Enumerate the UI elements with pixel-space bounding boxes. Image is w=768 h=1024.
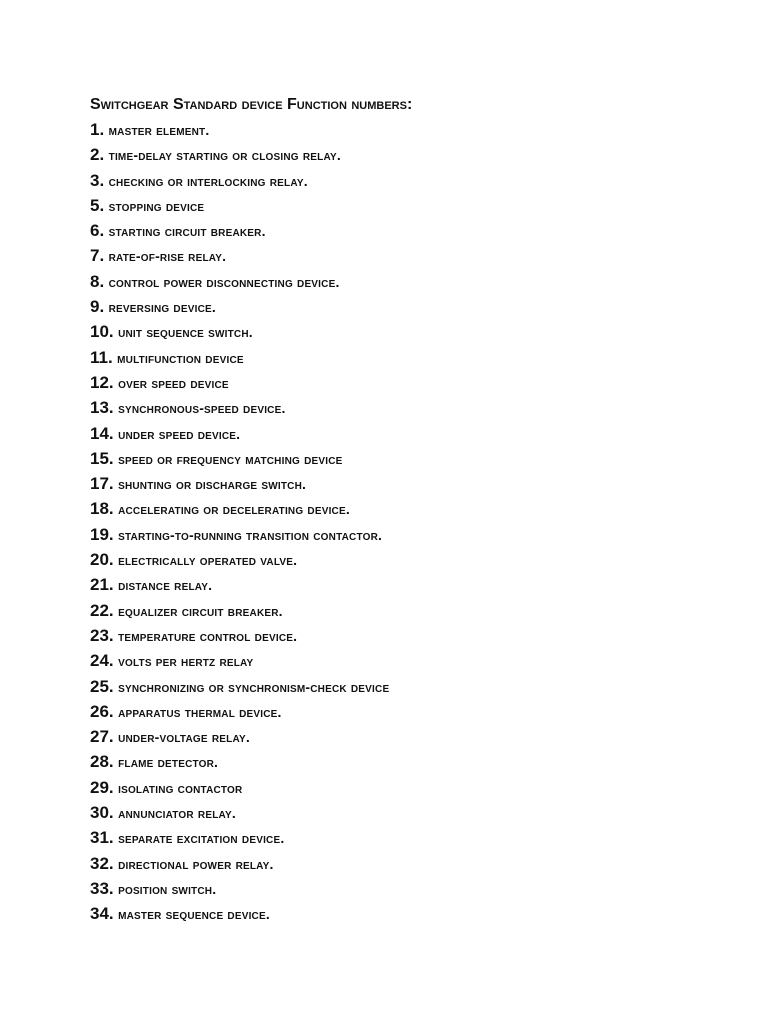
- item-description: annunciator relay.: [118, 805, 236, 822]
- item-description: under-voltage relay.: [118, 729, 250, 746]
- list-item: [90, 648, 730, 673]
- item-number: 22.: [90, 600, 114, 620]
- list-item: [90, 421, 730, 446]
- list-item: [90, 825, 730, 850]
- item-description: separate excitation device.: [118, 830, 285, 847]
- item-number: 28.: [90, 752, 114, 772]
- list-item: [90, 395, 730, 420]
- item-number: 30.: [90, 803, 114, 823]
- item-description: distance relay.: [118, 577, 213, 594]
- list-item: [90, 572, 730, 597]
- item-description: checking or interlocking relay.: [108, 172, 308, 189]
- list-item: [90, 319, 730, 344]
- item-number: 17.: [90, 474, 114, 494]
- item-description: shunting or discharge switch.: [118, 476, 307, 493]
- item-number: 23.: [90, 625, 114, 645]
- list-item: [90, 724, 730, 749]
- item-description: starting circuit breaker.: [108, 223, 266, 240]
- list-item: [90, 142, 730, 167]
- item-number: 27.: [90, 727, 114, 747]
- item-number: 26.: [90, 701, 114, 721]
- item-number: 14.: [90, 423, 114, 443]
- list-item: [90, 446, 730, 471]
- item-number: 2.: [90, 145, 105, 165]
- list-item: [90, 851, 730, 876]
- item-number: 34.: [90, 904, 114, 924]
- list-item: [90, 471, 730, 496]
- item-number: 8.: [90, 271, 105, 291]
- item-description: synchronizing or synchronism-check device: [118, 678, 390, 695]
- item-description: speed or frequency matching device: [118, 450, 343, 467]
- item-number: 29.: [90, 777, 114, 797]
- item-number: 31.: [90, 828, 114, 848]
- item-description: unit sequence switch.: [118, 324, 253, 341]
- item-description: control power disconnecting device.: [108, 273, 340, 290]
- item-number: 21.: [90, 575, 114, 595]
- item-number: 7.: [90, 246, 105, 266]
- item-number: 25.: [90, 676, 114, 696]
- item-description: synchronous-speed device.: [118, 400, 286, 417]
- list-item: [90, 749, 730, 774]
- item-description: starting-to-running transition contactor.: [118, 526, 383, 543]
- item-description: master element.: [108, 122, 210, 138]
- item-description: electrically operated valve.: [118, 552, 298, 569]
- document-content: [90, 95, 730, 927]
- list-item: [90, 193, 730, 218]
- item-description: isolating contactor: [118, 779, 243, 796]
- item-description: stopping device: [108, 197, 205, 214]
- list-item: [90, 496, 730, 521]
- item-number: 12.: [90, 372, 114, 392]
- list-item: [90, 345, 730, 370]
- item-number: 10.: [90, 322, 114, 342]
- list-item: [90, 598, 730, 623]
- item-description: position switch.: [118, 880, 217, 897]
- list-item: [90, 674, 730, 699]
- item-description: time-delay starting or closing relay.: [108, 147, 341, 164]
- item-description: equalizer circuit breaker.: [118, 602, 283, 619]
- list-item: [90, 294, 730, 319]
- item-description: accelerating or decelerating device.: [118, 501, 350, 518]
- item-number: 18.: [90, 499, 114, 519]
- list-item: [90, 800, 730, 825]
- item-description: directional power relay.: [118, 855, 274, 872]
- list-item: [90, 876, 730, 901]
- list-item: [90, 168, 730, 193]
- list-item: [90, 699, 730, 724]
- item-number: 33.: [90, 878, 114, 898]
- item-number: 32.: [90, 853, 114, 873]
- item-description: apparatus thermal device.: [118, 703, 282, 720]
- list-item: [90, 547, 730, 572]
- list-item: [90, 269, 730, 294]
- item-number: 5.: [90, 195, 105, 215]
- item-description: reversing device.: [108, 299, 216, 316]
- list-item: [90, 218, 730, 243]
- document-title: Switchgear Standard device Function numbers:: [90, 96, 413, 113]
- item-description: rate-of-rise relay.: [108, 248, 227, 265]
- list-item: [90, 117, 730, 142]
- item-number: 19.: [90, 524, 114, 544]
- item-number: 3.: [90, 170, 105, 190]
- list-item: [90, 901, 730, 926]
- item-description: over speed device: [118, 374, 229, 391]
- item-number: 6.: [90, 221, 105, 241]
- list-item: [90, 522, 730, 547]
- list-item: [90, 243, 730, 268]
- list-item: [90, 370, 730, 395]
- list-item: [90, 775, 730, 800]
- item-number: 15.: [90, 448, 114, 468]
- item-number: 1.: [90, 120, 105, 139]
- item-number: 11.: [90, 347, 113, 367]
- item-description: under speed device.: [118, 425, 241, 442]
- device-function-list: [90, 117, 730, 927]
- item-number: 24.: [90, 651, 114, 671]
- item-description: flame detector.: [118, 754, 219, 771]
- item-number: 9.: [90, 297, 105, 317]
- item-number: 13.: [90, 398, 114, 418]
- item-description: multifunction device: [117, 349, 244, 366]
- list-item: [90, 623, 730, 648]
- item-number: 20.: [90, 550, 114, 570]
- item-description: master sequence device.: [118, 906, 270, 923]
- item-description: temperature control device.: [118, 627, 298, 644]
- item-description: volts per hertz relay: [118, 653, 254, 670]
